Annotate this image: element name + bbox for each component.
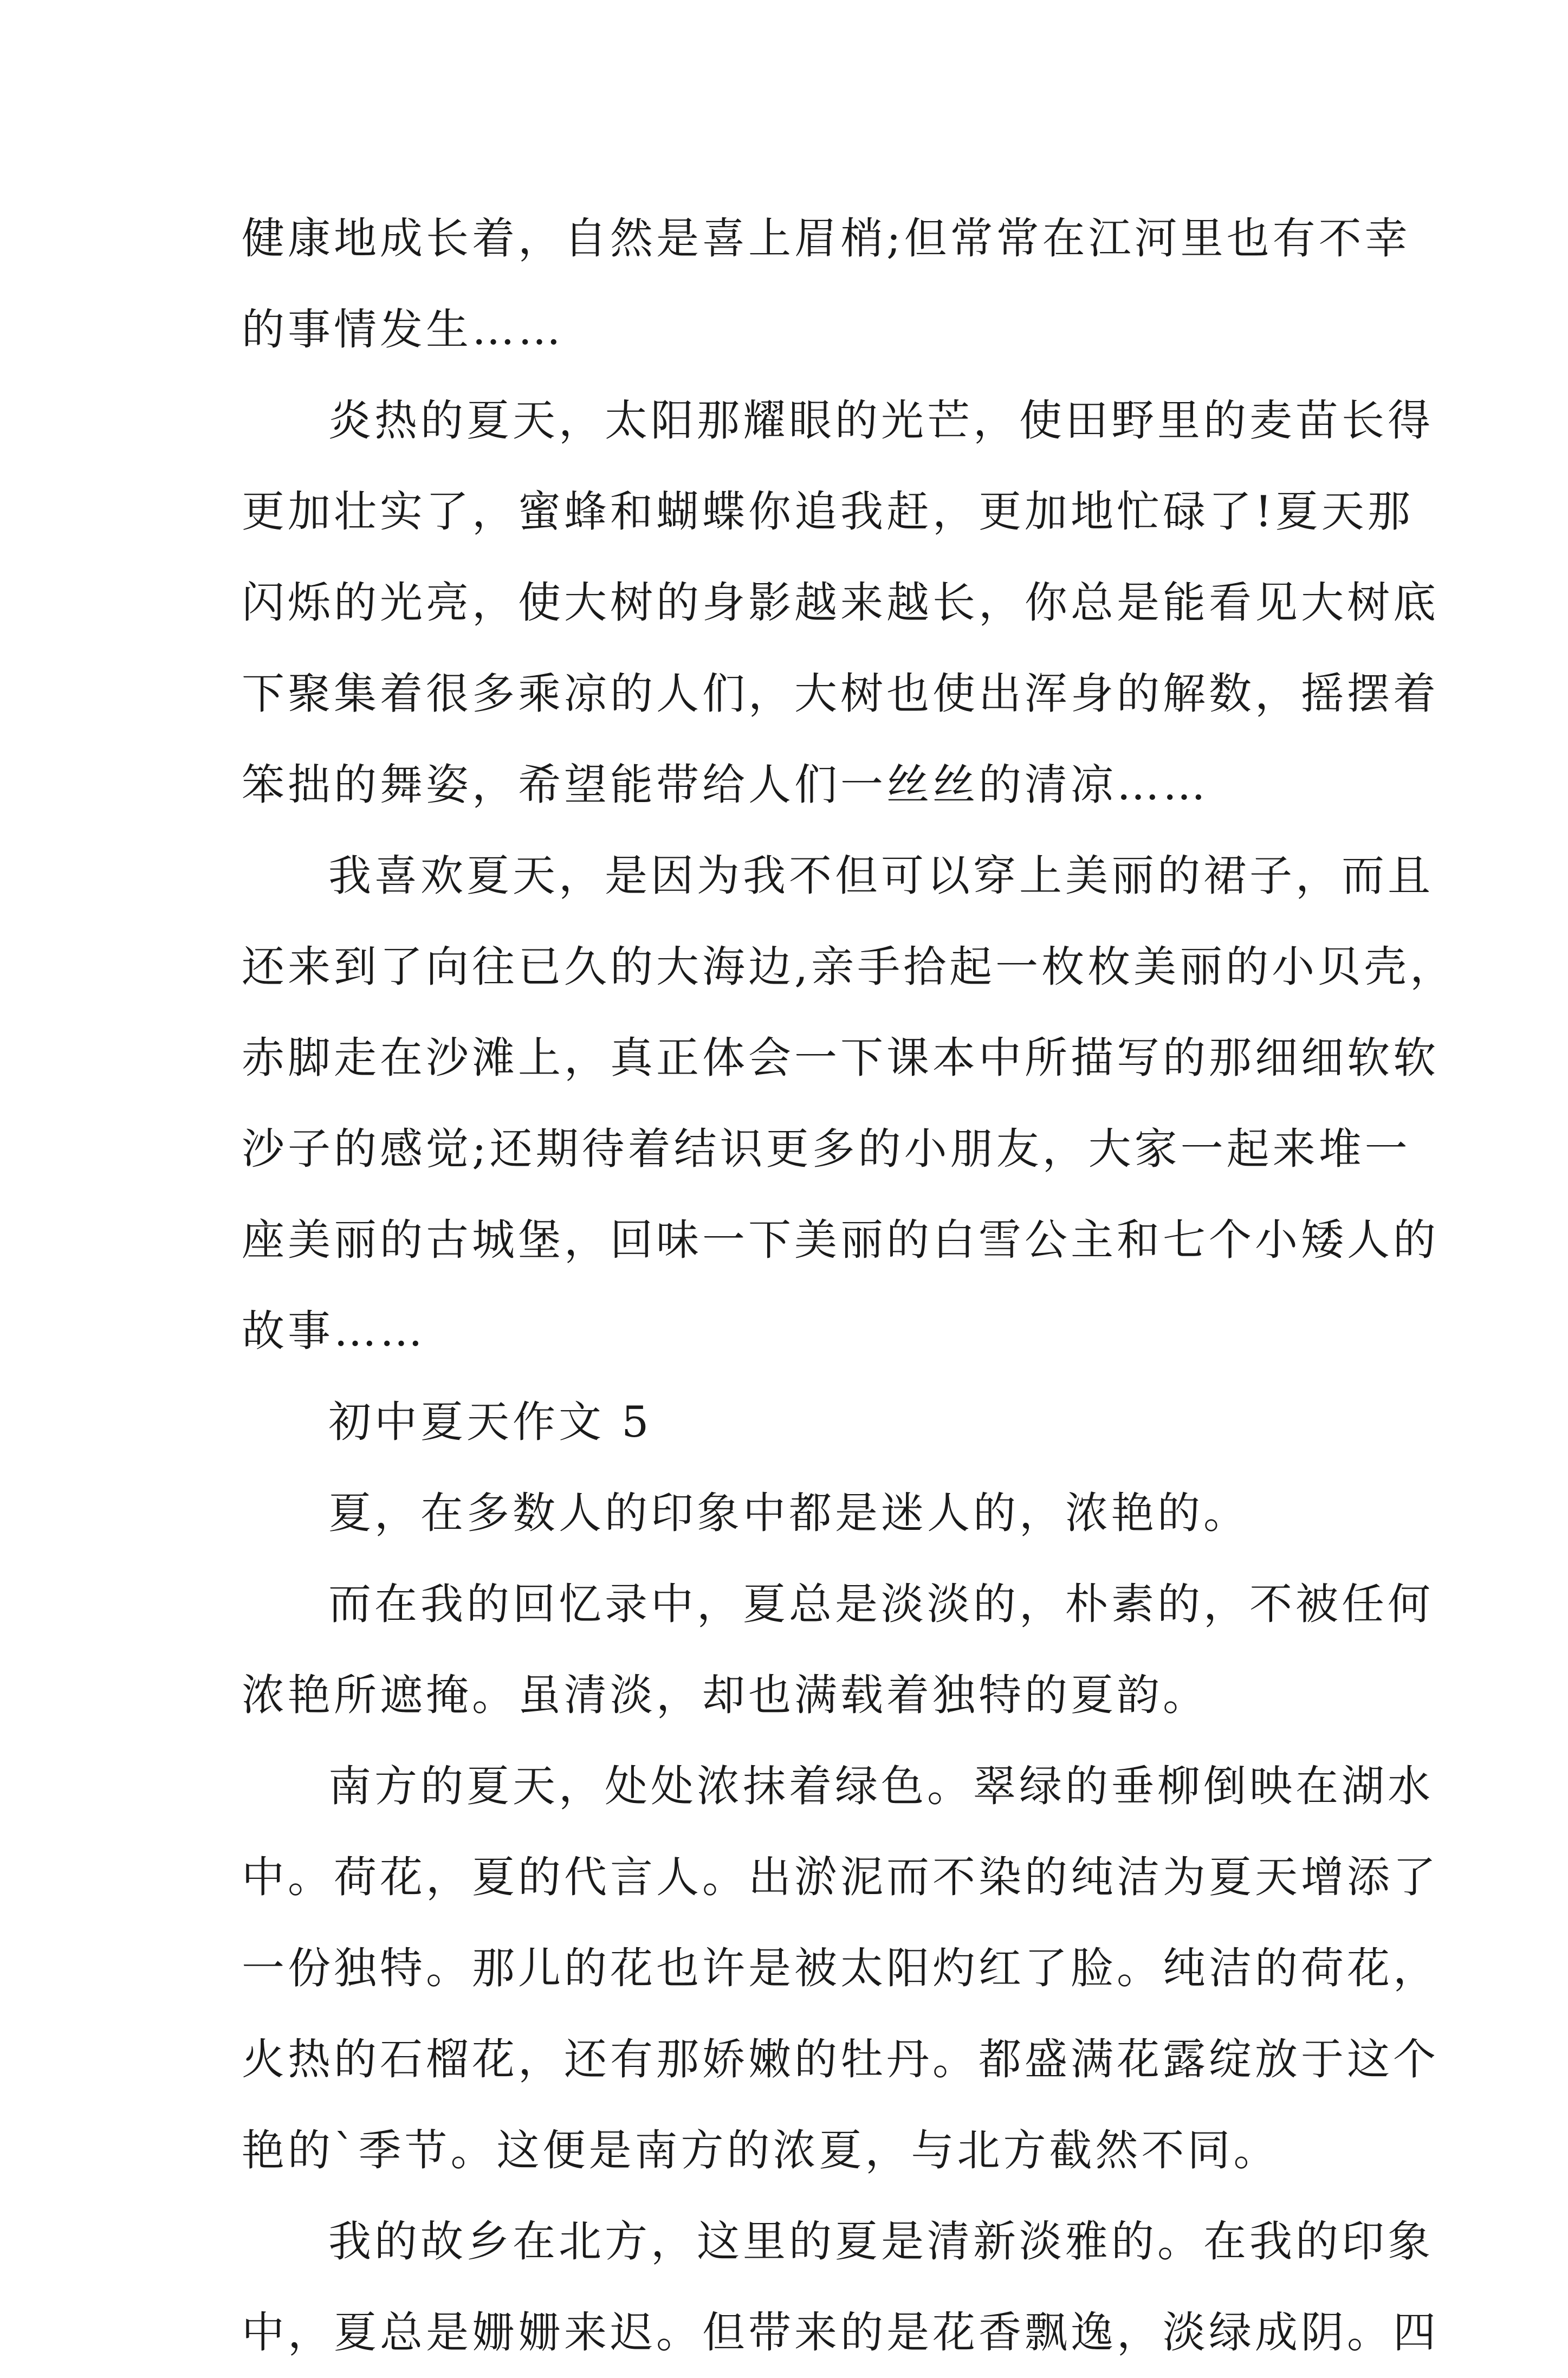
paragraph-start-line: 而在我的回忆录中，夏总是淡淡的，朴素的，不被任何: [328, 1579, 1434, 1629]
text-line: 还来到了向往已久的大海边,亲手拾起一枚枚美丽的小贝壳，: [242, 942, 1456, 992]
text-line: 笨拙的舞姿，希望能带给人们一丝丝的清凉……: [242, 760, 1209, 810]
text-line: 一份独特。那儿的花也许是被太阳灼红了脸。纯洁的荷花，: [242, 1943, 1439, 1993]
paragraph-start-line: 南方的夏天，处处浓抹着绿色。翠绿的垂柳倒映在湖水: [328, 1761, 1434, 1811]
text-line: 下聚集着很多乘凉的人们，大树也使出浑身的解数，摇摆着: [242, 669, 1439, 719]
section-title: 初中夏天作文 5: [328, 1397, 652, 1447]
text-line: 座美丽的古城堡，回味一下美丽的白雪公主和七个小矮人的: [242, 1215, 1439, 1265]
text-line: 火热的石榴花，还有那娇嫩的牡丹。都盛满花露绽放于这个: [242, 2034, 1439, 2084]
text-line: 中。荷花，夏的代言人。出淤泥而不染的纯洁为夏天增添了: [242, 1852, 1439, 1902]
text-line: 浓艳所遮掩。虽清淡，却也满载着独特的夏韵。: [242, 1670, 1209, 1720]
text-line: 闪烁的光亮，使大树的身影越来越长，你总是能看见大树底: [242, 578, 1439, 628]
paragraph-start-line: 夏，在多数人的印象中都是迷人的，浓艳的。: [328, 1488, 1249, 1538]
text-line: 中，夏总是姗姗来迟。但带来的是花香飘逸，淡绿成阴。四: [242, 2308, 1439, 2357]
text-line: 赤脚走在沙滩上，真正体会一下课本中所描写的那细细软软: [242, 1033, 1439, 1083]
text-line: 更加壮实了，蜜蜂和蝴蝶你追我赶，更加地忙碌了!夏天那: [242, 487, 1414, 537]
paragraph-start-line: 炎热的夏天，太阳那耀眼的光芒，使田野里的麦苗长得: [328, 396, 1434, 445]
text-line: 沙子的感觉;还期待着结识更多的小朋友，大家一起来堆一: [242, 1124, 1411, 1174]
text-line: 的事情发生……: [242, 305, 564, 354]
essay-body: [242, 193, 1456, 2378]
paragraph-start-line: 我喜欢夏天，是因为我不但可以穿上美丽的裙子，而且: [328, 851, 1434, 901]
text-line: 故事……: [242, 1306, 426, 1356]
paragraph-start-line: 我的故乡在北方，这里的夏是清新淡雅的。在我的印象: [328, 2217, 1434, 2266]
text-line: 健康地成长着，自然是喜上眉梢;但常常在江河里也有不幸: [242, 214, 1411, 263]
text-line: 艳的`季节。这便是南方的浓夏，与北方截然不同。: [242, 2125, 1280, 2175]
